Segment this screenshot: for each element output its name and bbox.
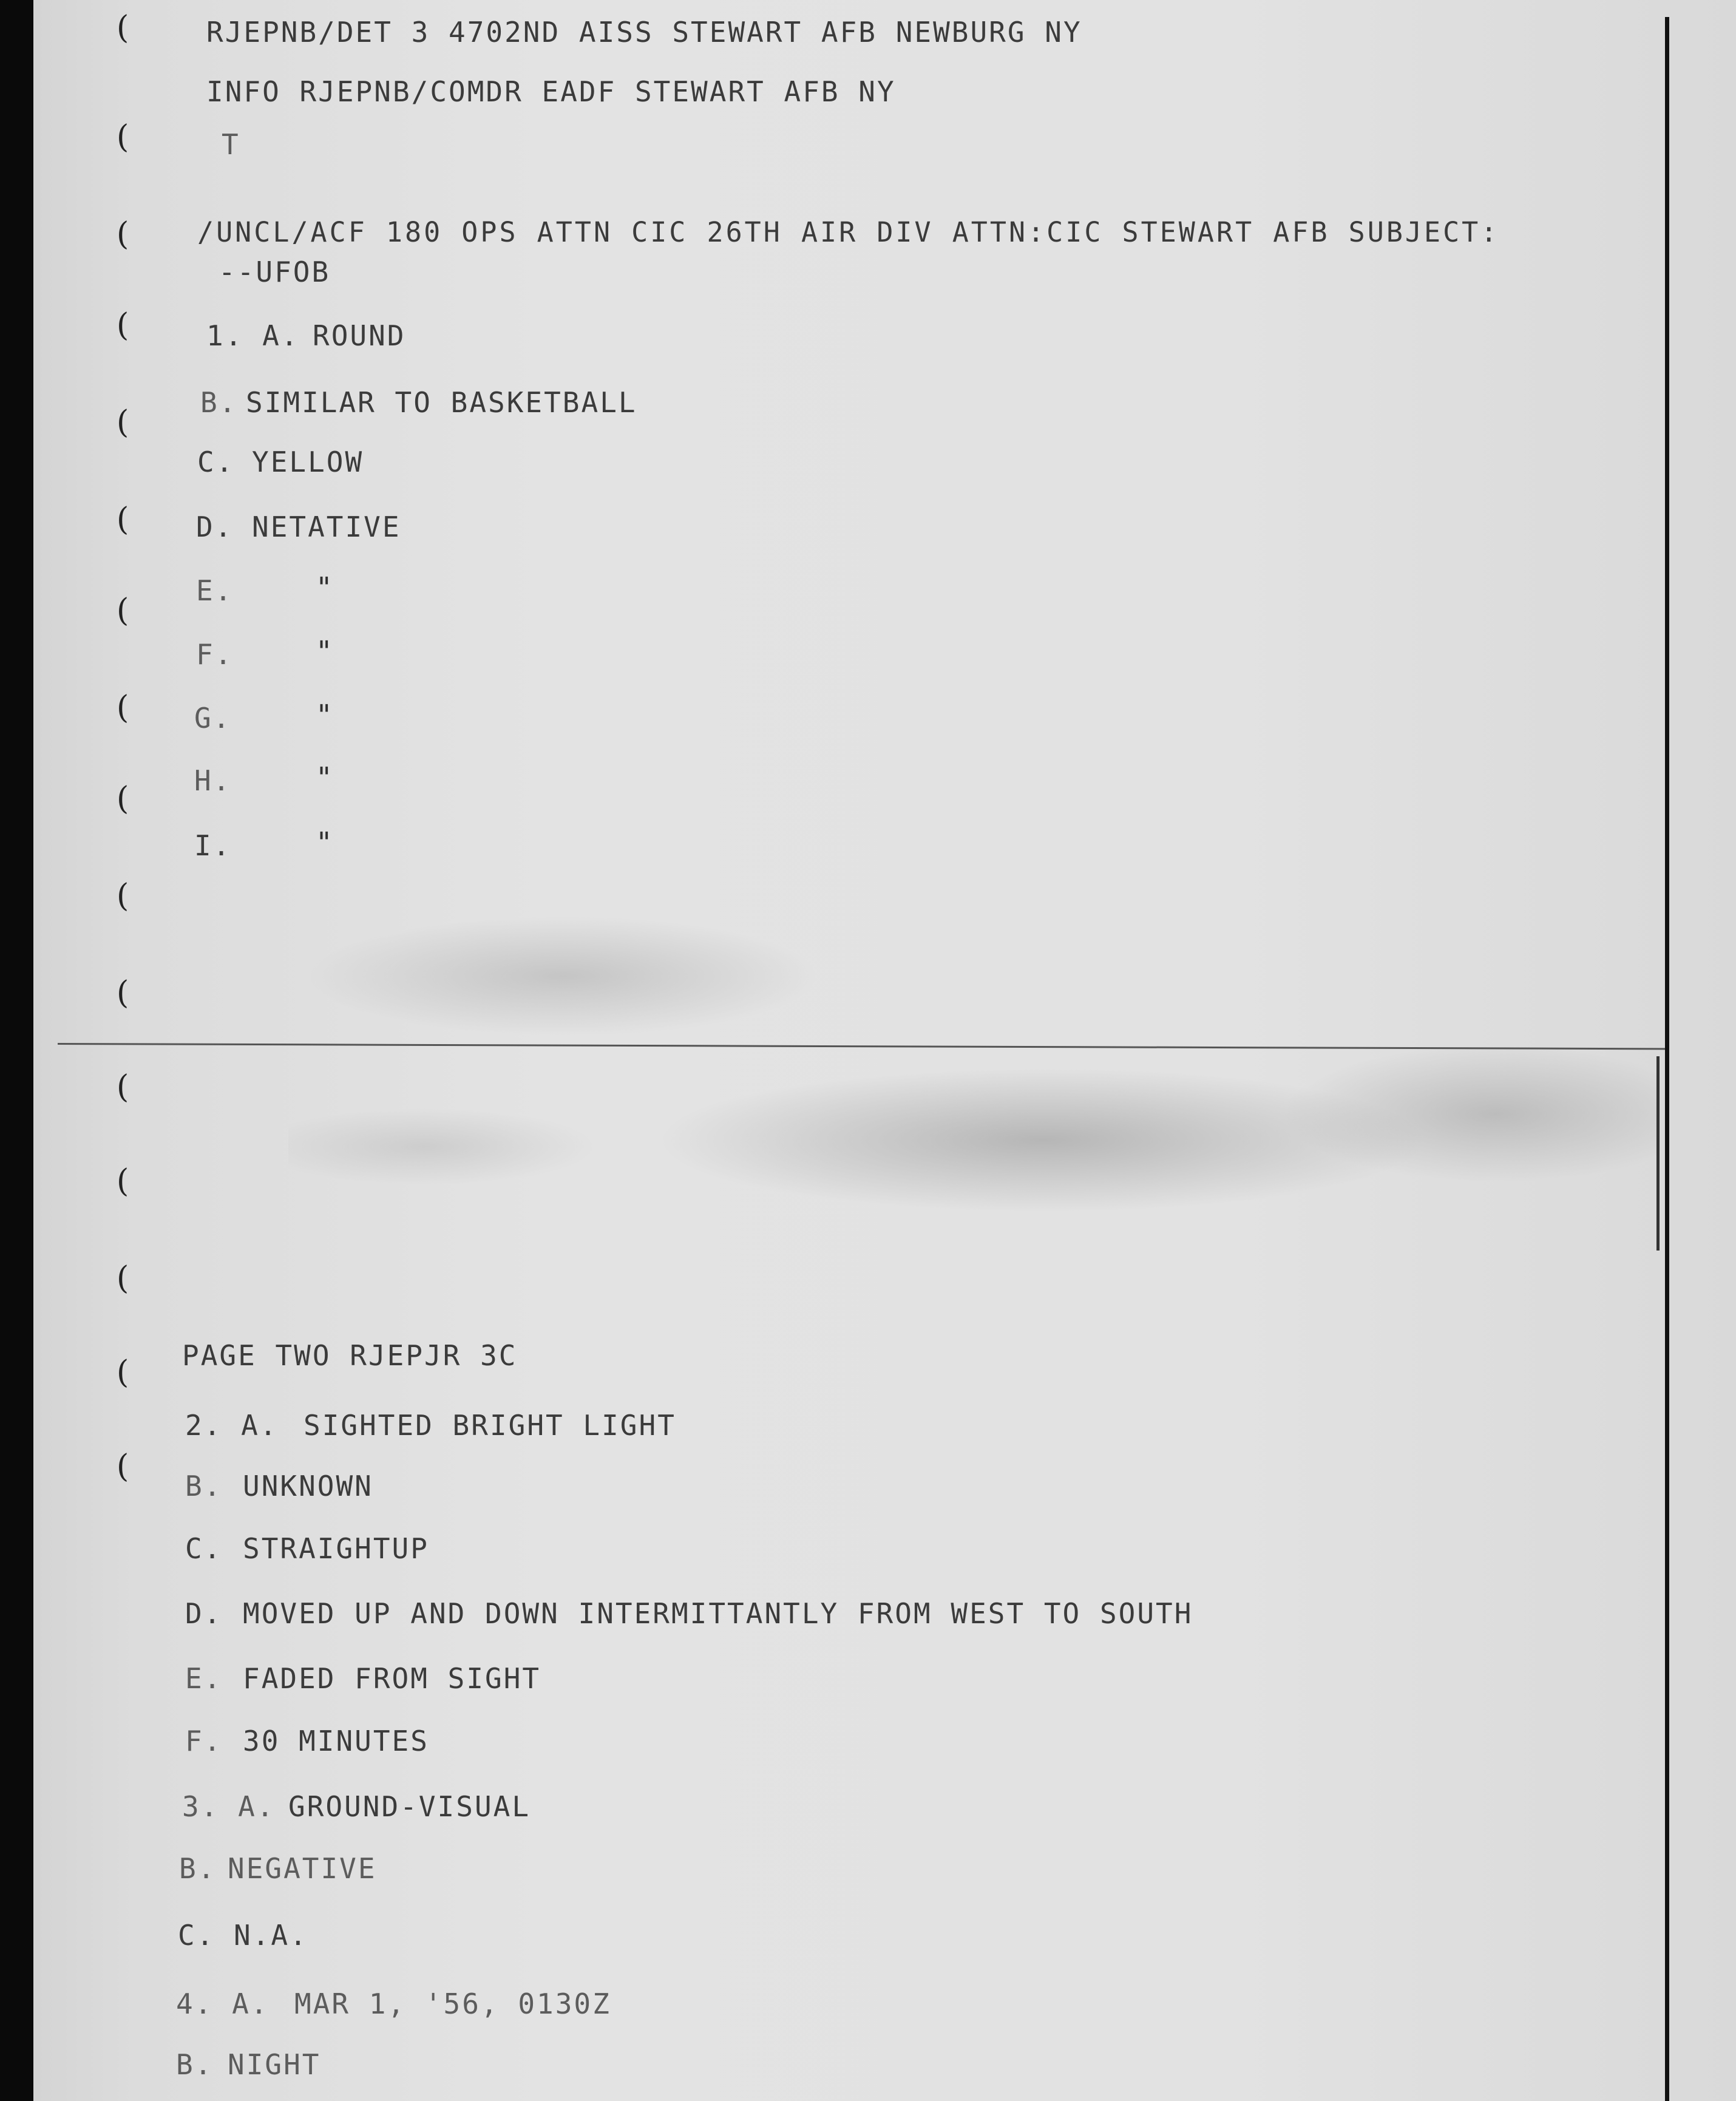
page-two-value: SIGHTED BRIGHT LIGHT	[303, 1409, 676, 1442]
feed-hole-mark: (	[117, 1354, 129, 1391]
fold-line	[58, 1043, 1666, 1050]
page-two-label: B.	[185, 1470, 223, 1502]
ditto-mark: "	[316, 761, 333, 794]
section1-label: C.	[197, 446, 235, 478]
header-subject-line: /UNCL/ACF 180 OPS ATTN CIC 26TH AIR DIV ATTN:CIC STEWART AFB SUBJECT:	[197, 216, 1500, 248]
feed-hole-mark: (	[117, 592, 129, 629]
feed-hole-mark: (	[117, 1069, 129, 1105]
ditto-mark: "	[316, 571, 333, 604]
page-two-value: 30 MINUTES	[243, 1725, 429, 1757]
feed-hole-mark: (	[117, 781, 129, 817]
section1-label: B.	[200, 386, 238, 419]
section1-value: NETATIVE	[252, 511, 401, 543]
section1-label: I.	[194, 829, 232, 862]
page-two-value: STRAIGHTUP	[243, 1532, 429, 1565]
scanned-teletype-page	[33, 0, 1736, 2101]
section1-value: YELLOW	[252, 446, 364, 478]
feed-hole-mark: (	[117, 1260, 129, 1297]
feed-hole-mark: (	[117, 119, 129, 155]
ditto-mark: "	[316, 635, 333, 668]
feed-hole-mark: (	[117, 975, 129, 1011]
section1-label: G.	[194, 702, 232, 735]
page-two-label: 2. A.	[185, 1409, 279, 1442]
page-two-label: F.	[185, 1725, 223, 1757]
page-two-value: MOVED UP AND DOWN INTERMITTANTLY FROM WEST TO SOUTH	[243, 1597, 1193, 1630]
header-info-line: INFO RJEPNB/COMDR EADF STEWART AFB NY	[206, 75, 896, 108]
page-two-heading: PAGE TWO RJEPJR 3C	[182, 1339, 518, 1372]
right-margin-rule	[1665, 17, 1669, 2101]
page-two-label: C.	[178, 1919, 215, 1952]
feed-hole-mark: (	[117, 404, 129, 441]
section1-label: D.	[196, 511, 234, 543]
section1-label: E.	[196, 574, 234, 607]
section1-label: H.	[194, 764, 232, 797]
feed-hole-mark: (	[117, 878, 129, 914]
page-two-label: D.	[185, 1597, 223, 1630]
header-routing-line: RJEPNB/DET 3 4702ND AISS STEWART AFB NEWBURG NY	[206, 16, 1082, 49]
feed-hole-mark: (	[117, 690, 129, 726]
feed-hole-mark: (	[117, 10, 129, 46]
section1-label: 1. A.	[206, 319, 300, 352]
scan-left-edge	[0, 0, 33, 2101]
page-two-label: 4. A.	[176, 1987, 270, 2020]
page-two-value: GROUND-VISUAL	[288, 1790, 531, 1823]
feed-hole-mark: (	[117, 1163, 129, 1200]
page-two-value: UNKNOWN	[243, 1470, 373, 1502]
header-ufob-line: --UFOB	[219, 256, 331, 288]
feed-hole-mark: (	[117, 501, 129, 538]
page-two-value: MAR 1, '56, 0130Z	[294, 1987, 611, 2020]
page-two-label: B.	[179, 1852, 217, 1885]
page-two-value: FADED FROM SIGHT	[243, 1662, 541, 1695]
page-two-value: N.A.	[234, 1919, 308, 1952]
page-two-value: NIGHT	[228, 2048, 321, 2081]
feed-hole-mark: (	[117, 216, 129, 253]
feed-hole-mark: (	[117, 307, 129, 344]
section1-value: SIMILAR TO BASKETBALL	[246, 386, 637, 419]
page-two-label: E.	[185, 1662, 223, 1695]
ditto-mark: "	[316, 826, 333, 859]
section1-label: F.	[196, 638, 234, 671]
header-marker-line: T	[222, 128, 240, 161]
ditto-mark: "	[316, 699, 333, 731]
page-two-value: NEGATIVE	[228, 1852, 377, 1885]
feed-hole-mark: (	[117, 1448, 129, 1485]
page-two-label: C.	[185, 1532, 223, 1565]
page-two-label: B.	[176, 2048, 214, 2081]
page-two-label: 3. A.	[182, 1790, 276, 1823]
section1-value: ROUND	[313, 319, 406, 352]
right-margin-rule-secondary	[1656, 1056, 1660, 1251]
photocopy-smudge	[288, 911, 1660, 1238]
